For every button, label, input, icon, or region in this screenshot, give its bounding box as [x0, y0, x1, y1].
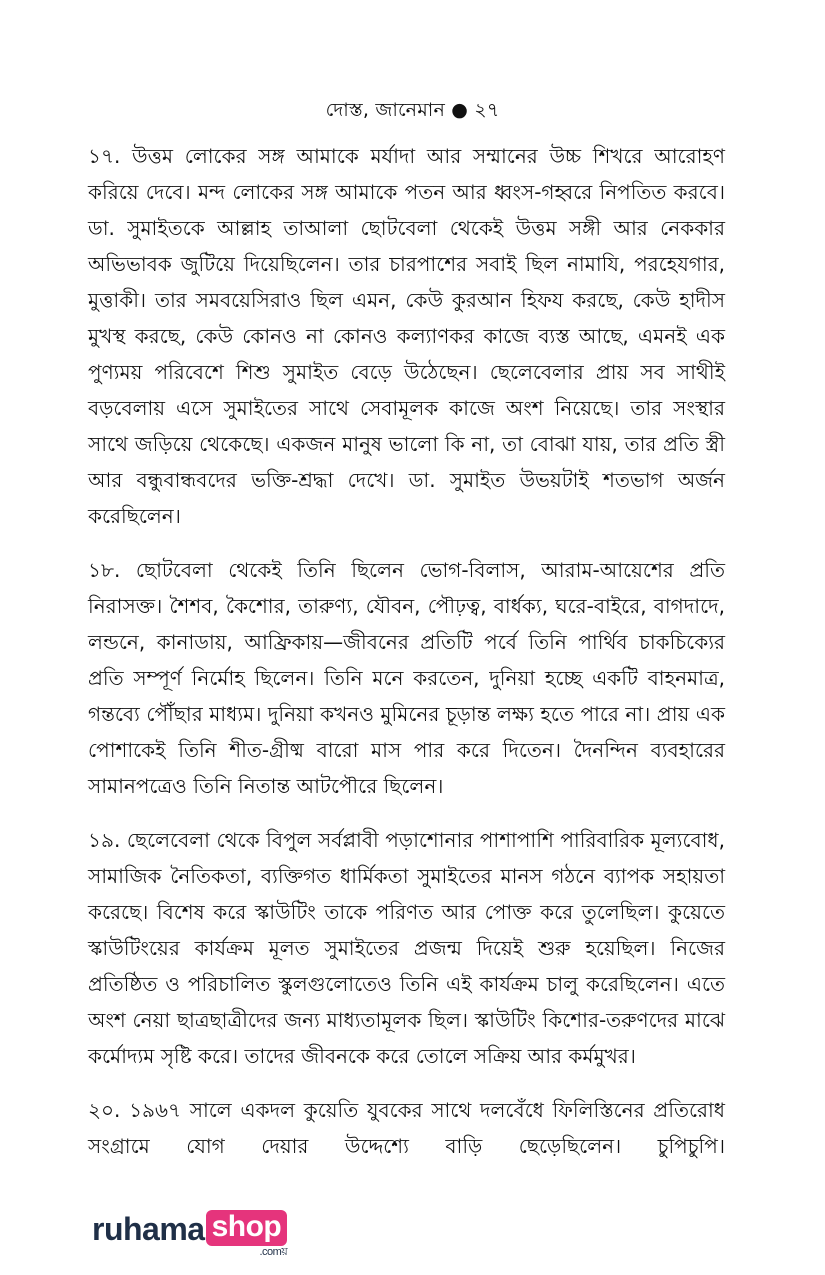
paragraph-17: ১৭. উত্তম লোকের সঙ্গ আমাকে মর্যাদা আর সম্মানের উচ্চ শিখরে আরোহণ করিয়ে দেবে। মন্দ লোকের সঙ্গ আমাকে পতন আর ধ্বংস-গহ্বরে নিপতিত করবে। ডা. সুমাইতকে আল্লাহ তাআলা ছোটবেলা থেকেই উত্তম সঙ্গী আর নেককার অভিভাবক জুটিয়ে দিয়েছিলেন। তার চারপাশের সবাই ছিল নামাযি, পরহেযগার, মুত্তাকী। তার সমবয়েসিরাও ছিল এমন, কেউ কুরআন হিফয করছে, কেউ হাদীস মুখস্থ করছে, কেউ কোনও না কোনও কল্যাণকর কাজে ব্যস্ত আছে, এমনই এক পুণ্যময় পরিবেশে শিশু সুমাইত বেড়ে উঠেছেন। ছেলেবেলার প্রায় সব সাথীই বড়বেলায় এসে সুমাইতের সাথে সেবামূলক কাজে অংশ নিয়েছে। তার সংস্থার সাথে জড়িয়ে থেকেছে। একজন মানুষ ভালো কি না, তা বোঝা যায়, তার প্রতি স্ত্রী আর বন্ধুবান্ধবদের ভক্তি-শ্রদ্ধা দেখে। ডা. সুমাইত উভয়টাই শতভাগ অর্জন করেছিলেন। [88, 144, 725, 528]
page-body [88, 138, 725, 1182]
logo-shop-badge [206, 1210, 288, 1258]
ruhamashop-watermark-logo [92, 1210, 287, 1258]
logo-text-ruhama: ruhama [92, 1211, 205, 1247]
paragraph-20: ২০. ১৯৬৭ সালে একদল কুয়েতি যুবকের সাথে দলবেঁধে ফিলিস্তিনের প্রতিরোধ সংগ্রামে যোগ দেয়ার উদ্দেশ্যে বাড়ি ছেড়েছিলেন। চুপিচুপি। [88, 1098, 725, 1158]
paragraph-19: ১৯. ছেলেবেলা থেকে বিপুল সর্বপ্লাবী পড়াশোনার পাশাপাশি পারিবারিক মূল্যবোধ, সামাজিক নৈতিকতা, ব্যক্তিগত ধার্মিকতা সুমাইতের মানস গঠনে ব্যাপক সহায়তা করেছে। বিশেষ করে স্কাউটিং তাকে পরিণত আর পোক্ত করে তুলেছিল। কুয়েতে স্কাউটিংয়ের কার্যক্রম মূলত সুমাইতের প্রজন্ম দিয়েই শুরু হয়েছিল। নিজের প্রতিষ্ঠিত ও পরিচালিত স্কুলগুলোতেও তিনি এই কার্যক্রম চালু করেছিলেন। এতে অংশ নেয়া ছাত্রছাত্রীদের জন্য মাধ্যতামূলক ছিল। স্কাউটিং কিশোর-তরুণদের মাঝে কর্মোদ্যম সৃষ্টি করে। তাদের জীবনকে করে তোলে সক্রিয় আর কর্মমুখর। [88, 828, 725, 1068]
logo-domain-text: .comয় [259, 1246, 288, 1258]
paragraph-18: ১৮. ছোটবেলা থেকেই তিনি ছিলেন ভোগ-বিলাস, আরাম-আয়েশের প্রতি নিরাসক্ত। শৈশব, কৈশোর, তারুণ্য, যৌবন, পৌঢ়ত্ব, বার্ধক্য, ঘরে-বাইরে, বাগদাদে, লন্ডনে, কানাডায়, আফ্রিকায়—জীবনের প্রতিটি পর্বে তিনি পার্থিব চাকচিক্যের প্রতি সম্পূর্ণ নির্মোহ ছিলেন। তিনি মনে করতেন, দুনিয়া হচ্ছে একটি বাহনমাত্র, গন্তব্যে পৌঁছার মাধ্যম। দুনিয়া কখনও মুমিনের চূড়ান্ত লক্ষ্য হতে পারে না। প্রায় এক পোশাকেই তিনি শীত-গ্রীষ্ম বারো মাস পার করে দিতেন। দৈনন্দিন ব্যবহারের সামানপত্রেও তিনি নিতান্ত আটপৌরে ছিলেন। [88, 558, 725, 798]
running-head: দোস্ত, জানেমান ● ২৭ [325, 99, 500, 121]
logo-text-shop: shop [211, 1210, 282, 1243]
